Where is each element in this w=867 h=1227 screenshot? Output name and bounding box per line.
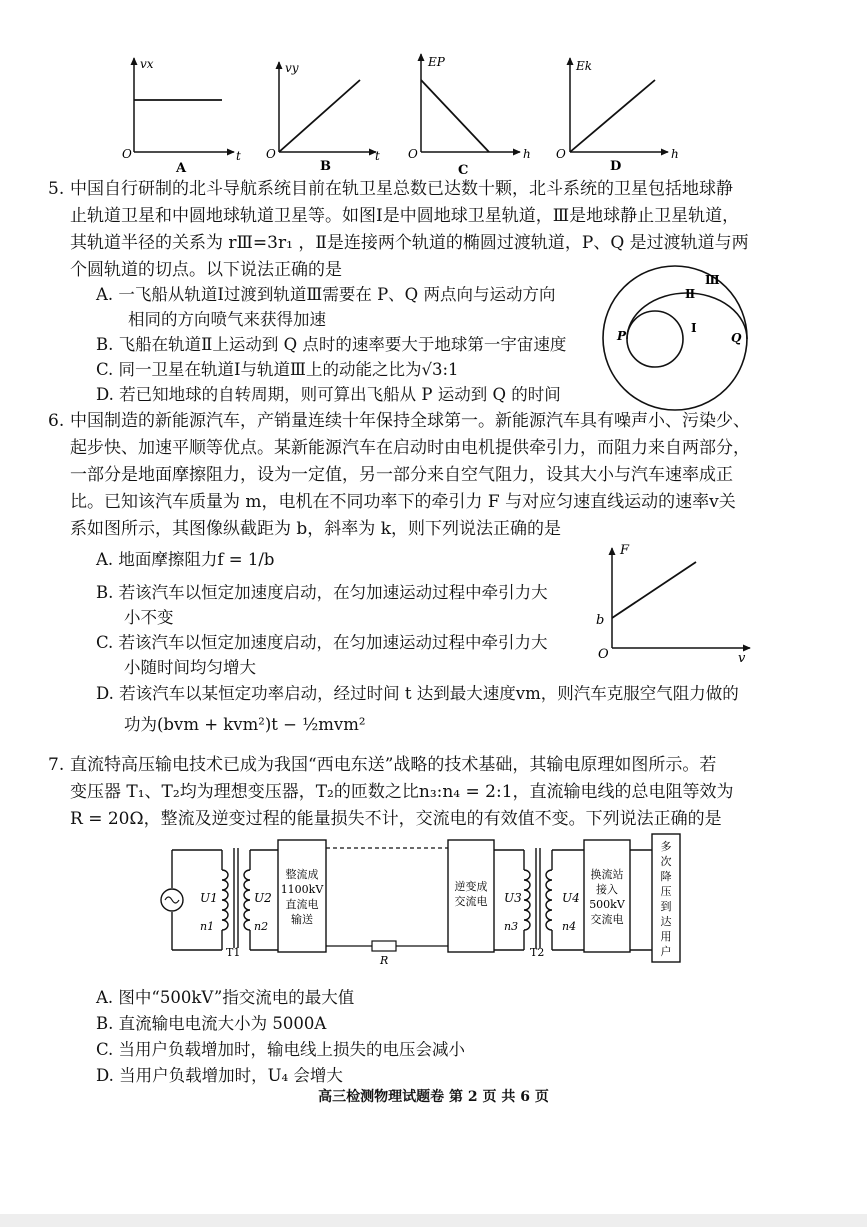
q5-number: 5. <box>48 179 65 199</box>
orbit-i-label: Ⅰ <box>691 321 697 335</box>
q7-option-d[interactable]: D. 当用户负载增加时，U₄ 会增大 <box>96 1066 343 1085</box>
graph-a-label: A <box>176 161 187 176</box>
q7-option-a[interactable]: A. 图中“500kV”指交流电的最大值 <box>96 988 355 1007</box>
u4-label: U4 <box>562 891 580 905</box>
n1-label: n1 <box>200 920 215 933</box>
q6-line-2: 起步快、加速平顺等优点。某新能源汽车在启动时由电机提供牵引力，而阻力来自两部分， <box>70 438 750 458</box>
q6-line-5: 系如图所示，其图像纵截距为 b，斜率为 k，则下列说法正确的是 <box>70 519 561 539</box>
box4-char-2: 次 <box>660 855 672 868</box>
q7-line-3: R = 20Ω，整流及逆变过程的能量损失不计，交流电的有效值不变。下列说法正确的是 <box>70 809 722 829</box>
orbit-ii-label: Ⅱ <box>685 287 696 301</box>
graph-a-xlabel: t <box>236 149 241 163</box>
box4-char-5: 到 <box>660 900 672 913</box>
top-graphs <box>0 40 867 180</box>
orbit-diagram <box>585 262 755 412</box>
force-velocity-graph <box>590 536 760 666</box>
box1-line-2: 1100kV <box>280 883 324 896</box>
q5-line-1: 中国自行研制的北斗导航系统目前在轨卫星总数已达数十颗，北斗系统的卫星包括地球静 <box>70 179 733 199</box>
q7-line-1: 直流特高压输电技术已成为我国“西电东送”战略的技术基础，其输电原理如图所示。若 <box>70 755 717 775</box>
q5-option-c[interactable]: C. 同一卫星在轨道Ⅰ与轨道Ⅲ上的动能之比为√3:1 <box>96 360 459 379</box>
q5-line-4: 个圆轨道的切点。以下说法正确的是 <box>70 260 342 280</box>
fv-ylabel: F <box>620 543 630 558</box>
u2-label: U2 <box>254 891 272 905</box>
converter-station-box <box>584 840 630 952</box>
fv-line <box>612 562 696 618</box>
box4-char-1: 多 <box>660 840 672 853</box>
t1-primary-coil-icon <box>222 870 228 930</box>
graph-d-ylabel: Ek <box>576 59 593 73</box>
scan-bottom-edge <box>0 1214 867 1227</box>
graph-a <box>122 57 241 176</box>
graph-b-label: B <box>320 159 331 174</box>
box4-char-3: 降 <box>660 870 672 883</box>
q5-option-a-cont: 相同的方向喷气来获得加速 <box>128 310 326 329</box>
graph-c-xlabel: h <box>523 147 531 161</box>
q7-option-b[interactable]: B. 直流输电电流大小为 5000A <box>96 1014 327 1033</box>
graph-d-origin: O <box>556 147 566 161</box>
q5-option-d[interactable]: D. 若已知地球的自转周期，则可算出飞船从 P 运动到 Q 的时间 <box>96 385 561 404</box>
q6-option-a[interactable]: A. 地面摩擦阻力f = 1/b <box>96 550 275 569</box>
box1-line-4: 输送 <box>291 913 313 926</box>
q6-option-d-cont: 功为(bvm + kvm²)t − ½mvm² <box>124 715 366 734</box>
graph-c-origin: O <box>408 147 418 161</box>
box4-char-8: 户 <box>660 945 672 958</box>
point-p-label: P <box>617 329 627 343</box>
q5-option-b[interactable]: B. 飞船在轨道Ⅱ上运动到 Q 点时的速率要大于地球第一宇宙速度 <box>96 335 567 354</box>
box3-line-3: 500kV <box>589 898 625 911</box>
fv-intercept: b <box>596 613 605 628</box>
box1-line-1: 整流成 <box>285 868 319 881</box>
q6-option-c-cont: 小随时间均匀增大 <box>124 658 256 677</box>
q7-line-2: 变压器 T₁、T₂均为理想变压器，T₂的匝数之比n₃:n₄ = 2:1，直流输电线的总电阻等效为 <box>70 782 734 802</box>
transmission-circuit <box>150 830 710 970</box>
graph-d <box>556 58 679 174</box>
box2-line-1: 逆变成 <box>454 880 488 893</box>
graph-a-origin: O <box>122 147 132 161</box>
graph-d-xlabel: h <box>671 147 679 161</box>
t1-secondary-coil-icon <box>244 870 250 930</box>
box3-line-1: 换流站 <box>590 868 624 881</box>
graph-b-xlabel: t <box>375 149 380 163</box>
t2-primary-coil-icon <box>524 870 530 930</box>
q6-option-b-cont: 小不变 <box>124 608 174 627</box>
box3-line-4: 交流电 <box>590 913 624 926</box>
t1-label: T1 <box>226 946 241 959</box>
box2-line-2: 交流电 <box>454 895 488 908</box>
q5-option-a[interactable]: A. 一飞船从轨道Ⅰ过渡到轨道Ⅲ需要在 P、Q 两点向与运动方向 <box>96 285 556 304</box>
q6-line-3: 一部分是地面摩擦阻力，设为一定值，另一部分来自空气阻力，设其大小与汽车速率成正 <box>70 465 733 485</box>
q5-line-2: 止轨道卫星和中圆地球轨道卫星等。如图Ⅰ是中圆地球卫星轨道，Ⅲ是地球静止卫星轨道， <box>70 206 740 226</box>
graph-b-ylabel: vy <box>285 61 299 75</box>
graph-d-label: D <box>610 159 622 174</box>
graph-b <box>266 61 380 174</box>
q5-line-3: 其轨道半径的关系为 rⅢ=3r₁ ，Ⅱ是连接两个轨道的椭圆过渡轨道，P、Q 是过渡轨道与两 <box>70 233 749 253</box>
box4-char-6: 达 <box>660 915 672 928</box>
fv-xlabel: v <box>738 651 746 666</box>
graph-c-ylabel: EP <box>428 55 445 69</box>
page-footer: 高三检测物理试题卷 第 2 页 共 6 页 <box>318 1089 549 1105</box>
graph-b-origin: O <box>266 147 276 161</box>
q6-option-d[interactable]: D. 若该汽车以某恒定功率启动，经过时间 t 达到最大速度vm，则汽车克服空气阻力做的 <box>96 684 739 703</box>
graph-a-ylabel: vx <box>140 57 154 71</box>
u3-label: U3 <box>504 891 522 905</box>
orbit-i <box>627 311 683 367</box>
graph-c <box>408 54 531 178</box>
t2-label: T2 <box>530 946 545 959</box>
box3-line-2: 接入 <box>596 883 618 896</box>
q7-number: 7. <box>48 755 65 775</box>
box4-char-7: 用 <box>660 930 672 943</box>
q6-option-c[interactable]: C. 若该汽车以恒定加速度启动，在匀加速运动过程中牵引力大 <box>96 633 548 652</box>
q6-line-4: 比。已知该汽车质量为 m，电机在不同功率下的牵引力 F 与对应匀速直线运动的速率v关 <box>70 492 736 512</box>
n3-label: n3 <box>504 920 519 933</box>
q7-option-c[interactable]: C. 当用户负载增加时，输电线上损失的电压会减小 <box>96 1040 466 1059</box>
point-q-label: Q <box>731 331 742 345</box>
r-label: R <box>380 954 389 967</box>
graph-c-label: C <box>458 163 469 178</box>
q6-option-b[interactable]: B. 若该汽车以恒定加速度启动，在匀加速运动过程中牵引力大 <box>96 583 548 602</box>
box4-char-4: 压 <box>660 885 672 898</box>
q6-number: 6. <box>48 411 65 431</box>
u1-label: U1 <box>200 891 218 905</box>
resistor-r <box>372 941 396 951</box>
orbit-iii-label: Ⅲ <box>705 273 720 287</box>
n4-label: n4 <box>562 920 577 933</box>
n2-label: n2 <box>254 920 269 933</box>
box1-line-3: 直流电 <box>285 898 319 911</box>
rectifier-box <box>278 840 326 952</box>
q6-line-1: 中国制造的新能源汽车，产销量连续十年保持全球第一。新能源汽车具有噪声小、污染少、 <box>70 411 750 431</box>
t2-secondary-coil-icon <box>546 870 552 930</box>
fv-origin: O <box>598 647 609 662</box>
